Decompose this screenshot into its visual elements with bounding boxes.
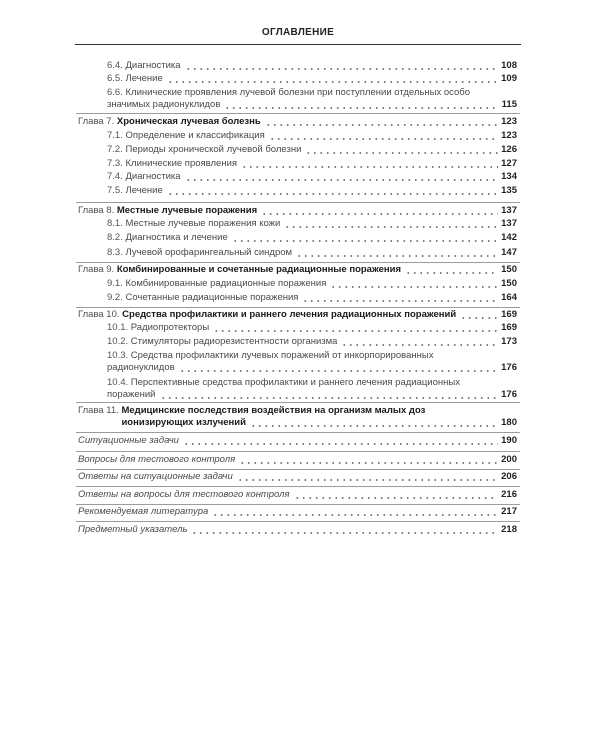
toc-entry xyxy=(78,246,517,260)
dot-leader xyxy=(284,217,498,231)
toc-entry xyxy=(78,143,517,157)
section-title: Диагностика и лечение xyxy=(125,232,228,243)
chapter-entry xyxy=(78,263,517,277)
divider xyxy=(76,402,520,403)
section-number: 9.2. xyxy=(107,292,123,303)
chapter-entry xyxy=(78,404,517,430)
chapter-entry xyxy=(78,308,517,322)
page-number: 147 xyxy=(501,247,517,258)
page-number: 176 xyxy=(501,389,517,400)
entry-title: Ответы на вопросы для тестового контроля xyxy=(78,489,290,500)
page-number: 176 xyxy=(501,362,517,373)
section-number: 6.6. xyxy=(107,87,123,98)
page-number: 126 xyxy=(501,144,517,155)
table-of-contents xyxy=(78,0,517,750)
page-number: 109 xyxy=(501,73,517,84)
divider xyxy=(76,521,520,522)
section-number: 6.5. xyxy=(107,73,123,84)
entry-text xyxy=(78,263,401,277)
dot-leader xyxy=(179,361,498,375)
entry-text xyxy=(78,434,179,448)
back-matter-entry xyxy=(78,488,517,502)
page-number: 150 xyxy=(501,264,517,275)
section-title: Определение и классификация xyxy=(125,130,265,141)
entry-text xyxy=(78,291,298,305)
section-title: Стимуляторы радиорезистентности организма xyxy=(130,336,338,347)
toc-entry xyxy=(78,321,517,335)
page-number: 180 xyxy=(501,417,517,428)
dot-leader xyxy=(341,335,498,349)
chapter-title: Средства профилактики и раннего лечения радиационных поражений xyxy=(122,309,457,320)
back-matter-entry xyxy=(78,505,517,519)
entry-text xyxy=(78,523,187,537)
section-number: 9.1. xyxy=(107,278,123,289)
page-number: 200 xyxy=(501,454,517,465)
chapter-label: Глава 7. xyxy=(78,116,115,127)
chapter-label: Глава 10. xyxy=(78,309,120,320)
section-number: 8.2. xyxy=(107,232,123,243)
toc-entry xyxy=(78,129,517,143)
entry-text xyxy=(78,277,326,291)
page-number: 190 xyxy=(501,435,517,446)
entry-title: Вопросы для тестового контроля xyxy=(78,454,236,465)
dot-leader xyxy=(213,321,498,335)
entry-text xyxy=(78,129,265,143)
dot-leader xyxy=(302,291,498,305)
page-number: 164 xyxy=(501,292,517,303)
section-number: 8.3. xyxy=(107,247,123,258)
page-number: 218 xyxy=(501,524,517,535)
chapter-label: Глава 9. xyxy=(78,264,115,275)
entry-title: Предметный указатель xyxy=(78,524,188,535)
dot-leader xyxy=(269,129,498,143)
page-number: 137 xyxy=(501,205,517,216)
toc-entry xyxy=(78,335,517,349)
toc-entry xyxy=(78,59,517,73)
toc-entry xyxy=(78,157,517,171)
page-number: 108 xyxy=(501,60,517,71)
section-title: Клинические проявления лучевой болезни при поступлении отдельных особо xyxy=(125,87,470,98)
section-number: 10.4. xyxy=(107,377,129,388)
section-title: Периоды хронической лучевой болезни xyxy=(125,144,302,155)
dot-leader xyxy=(191,523,498,537)
chapter-title: Хроническая лучевая болезнь xyxy=(116,116,261,127)
entry-text xyxy=(78,488,290,502)
page-number: 123 xyxy=(501,116,517,127)
section-number: 7.4. xyxy=(107,171,123,182)
section-title: Радиопротекторы xyxy=(130,322,210,333)
dot-leader xyxy=(294,488,498,502)
section-number: 7.5. xyxy=(107,185,123,196)
chapter-entry xyxy=(78,115,517,129)
section-title: Комбинированные радиационные поражения xyxy=(125,278,327,289)
section-number: 7.2. xyxy=(107,144,123,155)
section-title: радионуклидов xyxy=(107,362,175,373)
entry-text xyxy=(78,361,175,375)
dot-leader xyxy=(239,453,498,467)
page-number: 173 xyxy=(501,336,517,347)
entry-text xyxy=(78,115,261,129)
chapter-title: Медицинские последствия воздействия на организм малых доз xyxy=(121,405,426,416)
entry-text xyxy=(78,505,208,519)
page-number: 137 xyxy=(501,218,517,229)
section-title: значимых радионуклидов xyxy=(107,99,221,110)
dot-leader xyxy=(250,416,498,430)
page-number: 217 xyxy=(501,506,517,517)
dot-leader xyxy=(237,470,498,484)
page-number: 115 xyxy=(501,99,517,110)
entry-text xyxy=(78,170,181,184)
entry-text xyxy=(78,184,163,198)
toc-entry xyxy=(78,72,517,86)
chapter-title: Местные лучевые поражения xyxy=(116,205,258,216)
section-number: 10.3. xyxy=(107,350,129,361)
toc-entry xyxy=(78,231,517,245)
dot-leader xyxy=(296,246,498,260)
toc-entry-continuation xyxy=(78,388,517,402)
dot-leader xyxy=(185,170,498,184)
toc-entry-continuation xyxy=(78,98,517,112)
divider xyxy=(76,432,520,433)
section-title: поражений xyxy=(107,389,156,400)
dot-leader xyxy=(460,308,498,322)
divider xyxy=(76,486,520,487)
toc-entry xyxy=(78,170,517,184)
entry-text xyxy=(78,308,456,322)
entry-text xyxy=(78,321,209,335)
page-number: 169 xyxy=(501,322,517,333)
dot-leader xyxy=(167,72,498,86)
dot-leader xyxy=(241,157,498,171)
chapter-title: ионизирующих излучений xyxy=(121,417,246,428)
section-number: 7.3. xyxy=(107,158,123,169)
chapter-label: Глава 8. xyxy=(78,205,115,216)
dot-leader xyxy=(183,434,498,448)
dot-leader xyxy=(160,388,499,402)
section-title: Местные лучевые поражения кожи xyxy=(125,218,281,229)
entry-text xyxy=(78,453,235,467)
page-title: ОГЛАВЛЕНИЕ xyxy=(261,27,335,38)
entry-title: Ситуационные задачи xyxy=(78,435,179,446)
page-number: 216 xyxy=(501,489,517,500)
section-number: 8.1. xyxy=(107,218,123,229)
divider xyxy=(76,451,520,452)
entry-text xyxy=(78,470,233,484)
section-number: 10.1. xyxy=(107,322,129,333)
section-number: 10.2. xyxy=(107,336,129,347)
chapter-title-block xyxy=(121,404,517,430)
back-matter-entry xyxy=(78,470,517,484)
back-matter-entry xyxy=(78,453,517,467)
dot-leader xyxy=(261,204,498,218)
section-title: Клинические проявления xyxy=(125,158,238,169)
section-title: Диагностика xyxy=(125,171,181,182)
section-number: 7.1. xyxy=(107,130,123,141)
entry-text xyxy=(78,246,292,260)
dot-leader xyxy=(232,231,498,245)
toc-entry xyxy=(78,184,517,198)
page-number: 206 xyxy=(501,471,517,482)
back-matter-entry xyxy=(78,434,517,448)
chapter-label: Глава 11. xyxy=(78,405,119,416)
chapter-entry xyxy=(78,204,517,218)
page-number: 123 xyxy=(501,130,517,141)
page-number: 127 xyxy=(501,158,517,169)
back-matter-entry xyxy=(78,523,517,537)
entry-text xyxy=(78,143,301,157)
entry-text xyxy=(78,388,156,402)
section-number: 6.4. xyxy=(107,60,123,71)
toc-entry xyxy=(78,277,517,291)
page-number: 169 xyxy=(501,309,517,320)
entry-title: Рекомендуемая литература xyxy=(78,506,209,517)
page-number: 142 xyxy=(501,232,517,243)
entry-text xyxy=(78,204,257,218)
section-title: Перспективные средства профилактики и раннего лечения радиационных xyxy=(130,377,460,388)
section-title: Сочетанные радиационные поражения xyxy=(125,292,299,303)
entry-title: Ответы на ситуационные задачи xyxy=(78,471,233,482)
divider xyxy=(76,202,520,203)
dot-leader xyxy=(212,505,498,519)
title-line xyxy=(121,416,517,430)
dot-leader xyxy=(185,59,498,73)
section-title: Средства профилактики лучевых поражений от инкорпорированных xyxy=(130,350,434,361)
toc-entry xyxy=(78,291,517,305)
dot-leader xyxy=(305,143,498,157)
page-number: 134 xyxy=(501,171,517,182)
entry-text xyxy=(78,157,237,171)
entry-text xyxy=(78,98,220,112)
section-title: Лечение xyxy=(125,73,163,84)
page-number: 150 xyxy=(501,278,517,289)
entry-text xyxy=(78,59,181,73)
dot-leader xyxy=(224,98,498,112)
entry-text xyxy=(78,231,228,245)
toc-entry xyxy=(78,217,517,231)
dot-leader xyxy=(405,263,498,277)
entry-text xyxy=(78,335,337,349)
section-title: Лечение xyxy=(125,185,163,196)
page-number: 135 xyxy=(501,185,517,196)
chapter-title: Комбинированные и сочетанные радиационные поражения xyxy=(116,264,401,275)
toc-entry-continuation xyxy=(78,361,517,375)
entry-text xyxy=(78,217,280,231)
section-title: Диагностика xyxy=(125,60,181,71)
dot-leader xyxy=(167,184,498,198)
dot-leader xyxy=(265,115,498,129)
divider xyxy=(76,113,520,114)
entry-text xyxy=(78,72,163,86)
section-title: Лучевой орофарингеальный синдром xyxy=(125,247,293,258)
dot-leader xyxy=(330,277,498,291)
